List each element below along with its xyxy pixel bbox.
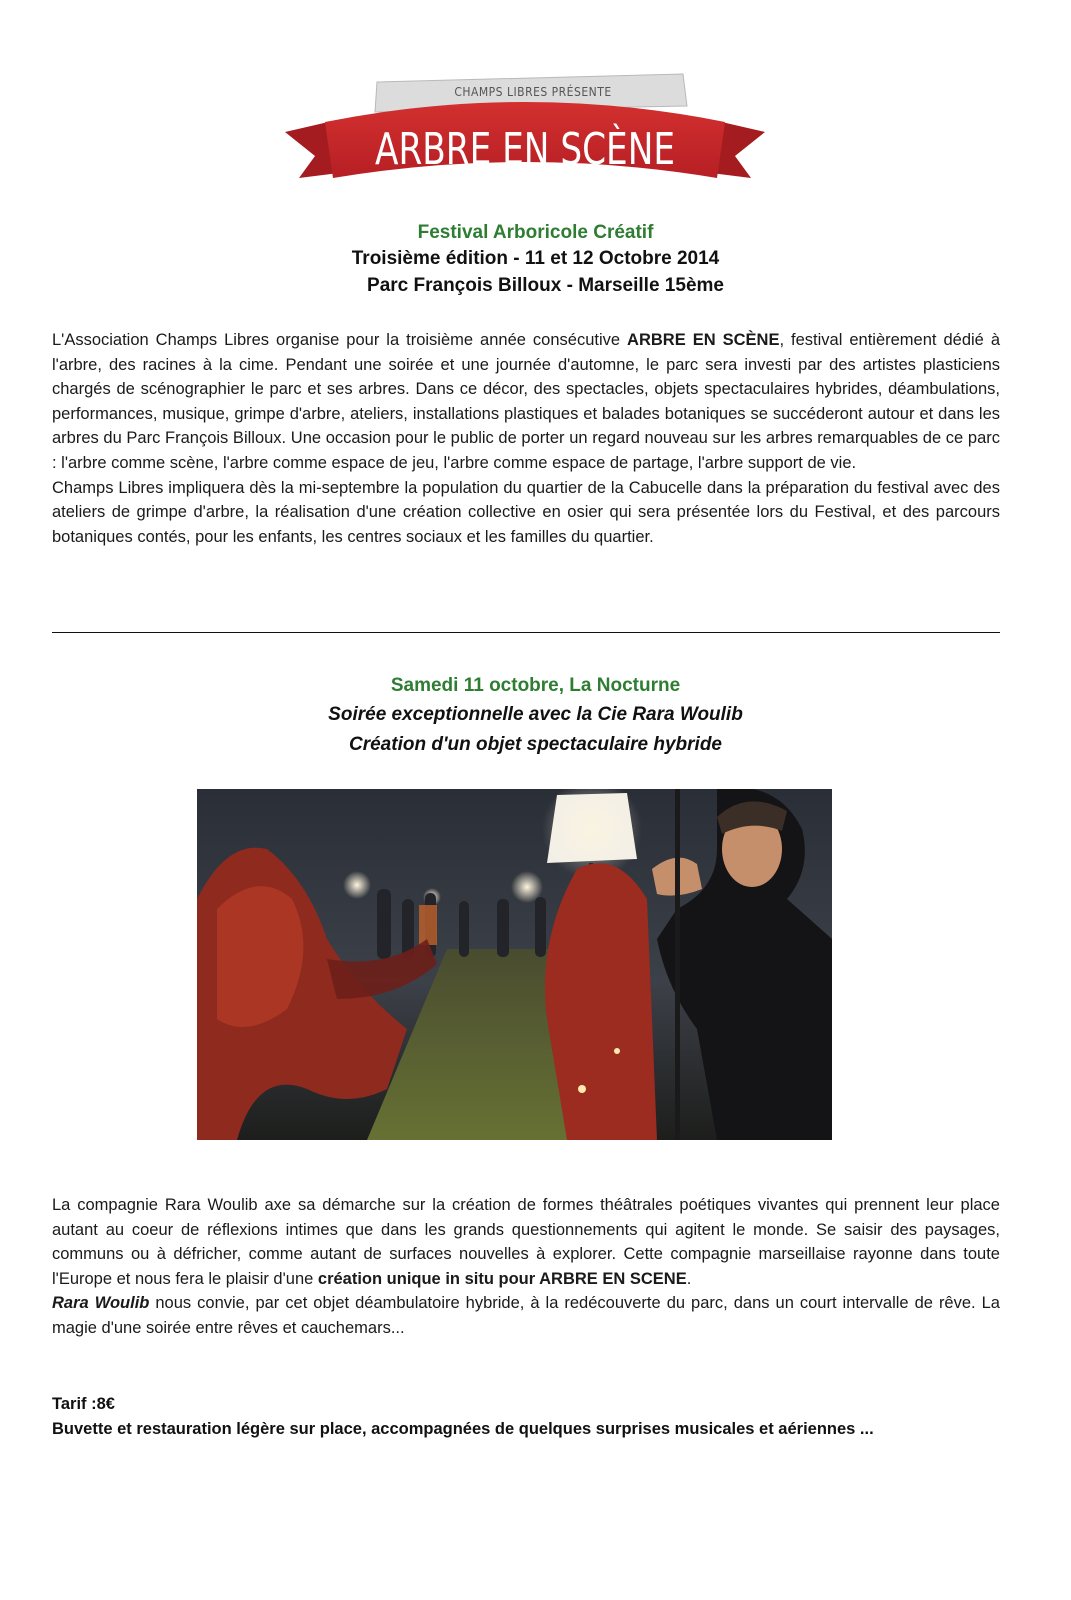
intro-p1-end: , festival entièrement dédié à l'arbre, des racines à la cime. Pendant une soirée et une journée d'automne, le parc sera investi par des artistes plasticiens chargés de scénographier le parc et ses arbres. Dans ce décor, des spectacles, objets spectaculaires hybrides, déambulations, performances, musique, grimpe d'arbre, ateliers, installations plastiques et balades botaniques se succéderont autour et dans les arbres du Parc François Billoux. Une occasion pour le public de porter un regard nouveau sur les arbres remarquables de ce parc : l'arbre comme scène, l'arbre comme espace de jeu, l'arbre comme espace de partage, l'arbre support de vie. <box>52 331 1001 472</box>
company-description <box>52 1193 1000 1341</box>
description-p1-end: . <box>686 1269 692 1288</box>
intro-p1-start: L'Association Champs Libres organise pour la troisième année consécutive <box>52 331 628 349</box>
event-heading: Samedi 11 octobre, La Nocturne <box>390 675 681 696</box>
festival-logo <box>285 60 765 220</box>
intro-p1-festival-name: ARBRE EN SCÈNE <box>627 331 780 349</box>
description-paragraph-1 <box>52 1193 1000 1291</box>
description-company-name: Rara Woulib <box>52 1294 150 1313</box>
festival-edition: Troisième édition - 11 et 12 Octobre 2014 <box>351 248 720 269</box>
tarif-price: Tarif :8€ <box>52 1395 115 1413</box>
buvette-info: Buvette et restauration légère sur place, accompagnées de quelques surprises musicales et aériennes ... <box>52 1420 874 1438</box>
festival-venue: Parc François Billoux - Marseille 15ème <box>367 275 724 296</box>
section-divider <box>52 632 1000 633</box>
logo-tagline: CHAMPS LIBRES PRÉSENTE <box>454 85 612 99</box>
event-subheading-2: Création d'un objet spectaculaire hybride <box>349 734 722 755</box>
intro-paragraph-1 <box>52 328 1000 476</box>
event-subheading-1: Soirée exceptionnelle avec la Cie Rara Woulib <box>328 704 743 725</box>
event-photo <box>197 789 832 1140</box>
intro-paragraph-2: Champs Libres impliquera dès la mi-septembre la population du quartier de la Cabucelle dans la préparation du festival avec des ateliers de grimpe d'arbre, la réalisation d'une création collective en osier qui sera présentée lors du Festival, et des parcours botaniques contés, pour les enfants, les centres sociaux et les familles du quartier. <box>52 478 1000 546</box>
festival-subtitle: Festival Arboricole Créatif <box>417 222 654 243</box>
description-p1-highlight: création unique in situ pour ARBRE EN SCENE <box>317 1269 687 1288</box>
description-p2-text: nous convie, par cet objet déambulatoire hybride, à la redécouverte du parc, dans un court intervalle de rêve. La magie d'une soirée entre rêves et cauchemars... <box>52 1294 1000 1337</box>
description-paragraph-2 <box>52 1291 1000 1340</box>
intro-text <box>52 328 1000 549</box>
description-p1-start: La compagnie Rara Woulib axe sa démarche sur la création de formes théâtrales poétiques vivantes qui prennent leur place autant au coeur de réflexions intimes que dans les grands questionnements qui agitent le monde. Se saisir des paysages, communs ou à défricher, comme autant de surfaces nouvelles à explorer. Cette compagnie marseillaise rayonne dans toute l'Europe et nous fera le plaisir d'une <box>52 1196 1000 1288</box>
logo-title: ARBRE EN SCÈNE <box>375 124 722 175</box>
